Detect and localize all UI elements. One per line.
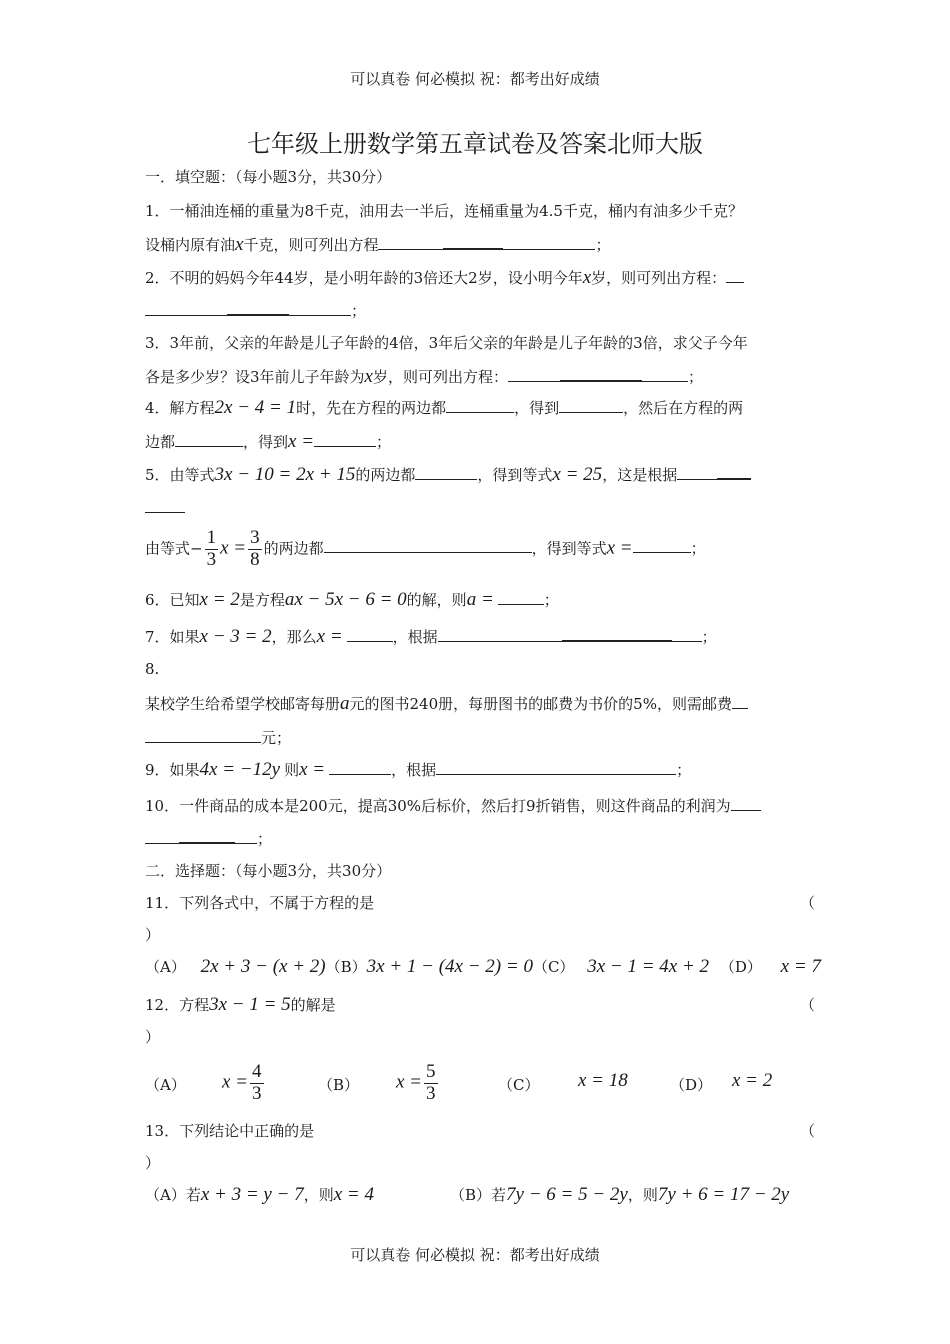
q1-end: ； bbox=[595, 235, 611, 254]
q4-line2-var: x = bbox=[288, 430, 315, 452]
q1-var: x bbox=[235, 233, 244, 255]
page-footer: 可以真卷 何必模拟 祝：都考出好成绩 bbox=[350, 1246, 600, 1264]
q13-option-a-label: （A）若 bbox=[145, 1186, 201, 1204]
q8-var: a bbox=[340, 692, 350, 714]
q12-stem-b: 的解是 bbox=[290, 996, 336, 1014]
q12-stem bbox=[145, 994, 336, 1016]
q6-end: ； bbox=[543, 590, 559, 609]
q5-blank-3a[interactable] bbox=[324, 537, 374, 554]
q5-blank-2b[interactable] bbox=[717, 462, 751, 480]
q13-option-b[interactable] bbox=[450, 1184, 789, 1206]
q2-text-b: 岁，则可列出方程： bbox=[591, 268, 727, 287]
q6-text-b: 是方程 bbox=[239, 590, 285, 609]
q5-line1 bbox=[145, 462, 751, 486]
q12-option-a[interactable] bbox=[222, 1062, 266, 1105]
q7-line bbox=[145, 624, 717, 648]
q7-text-c: ，根据 bbox=[392, 627, 438, 646]
q8-blank-start[interactable] bbox=[732, 692, 748, 709]
q5-text-d: ，这是根据 bbox=[602, 465, 678, 484]
q5-fraction-1: $\frac{1}{3}$ bbox=[206, 527, 217, 570]
page-title: 七年级上册数学第五章试卷及答案北师大版 bbox=[247, 130, 703, 158]
q5-text-c: ，得到等式 bbox=[477, 465, 553, 484]
q5-equation-2: x = 25 bbox=[552, 463, 603, 485]
q1-text-b: 千克，则可列出方程 bbox=[243, 235, 379, 254]
q4-line1 bbox=[145, 396, 743, 419]
q3-line2 bbox=[145, 364, 703, 388]
q2-line2 bbox=[145, 298, 366, 321]
q11-option-b-label[interactable]: （B） bbox=[325, 958, 367, 976]
q10-blank-a[interactable] bbox=[145, 827, 179, 844]
q12-stem-a: 12．方程 bbox=[145, 996, 210, 1014]
q13-paren-open: （ bbox=[800, 1122, 816, 1140]
q7-end: ； bbox=[701, 627, 717, 646]
q13-option-b-eq1: 7y − 6 = 5 − 2y bbox=[506, 1184, 628, 1205]
q5-blank-2a[interactable] bbox=[677, 463, 717, 480]
q3-answer-blank-b[interactable] bbox=[560, 364, 642, 382]
q4-line2 bbox=[145, 430, 391, 453]
q9-text-b: 则 bbox=[284, 760, 300, 779]
q5-blank-3b[interactable] bbox=[374, 537, 532, 554]
q6-equation-2: ax − 5x − 6 = 0 bbox=[284, 588, 407, 610]
q8-line2 bbox=[145, 726, 291, 748]
q5-end: ； bbox=[690, 539, 706, 558]
q10-end: ； bbox=[257, 829, 273, 848]
q2-answer-blank-c[interactable] bbox=[289, 299, 351, 316]
q10-blank-c[interactable] bbox=[235, 827, 257, 844]
q10-line1 bbox=[145, 794, 761, 816]
q5-blank-4[interactable] bbox=[633, 537, 691, 554]
q5-line3-var: x = bbox=[606, 537, 633, 559]
q13-paren-close: ） bbox=[145, 1154, 161, 1172]
q11-stem: 11．下列各式中，不属于方程的是 bbox=[145, 894, 375, 912]
q1-answer-blank-a[interactable] bbox=[378, 233, 443, 250]
q11-paren-close: ） bbox=[145, 926, 161, 944]
q2-answer-blank-b[interactable] bbox=[227, 298, 289, 316]
q8-line2-text: 元； bbox=[261, 728, 292, 747]
q4-blank-2[interactable] bbox=[559, 396, 623, 413]
q13-option-a-eq2: x = 4 bbox=[333, 1184, 374, 1205]
q12-option-d-label[interactable]: （D） bbox=[670, 1076, 713, 1094]
q12-option-a-fraction: $\frac{4}{3}$ bbox=[252, 1061, 262, 1104]
q5-line3 bbox=[145, 528, 706, 571]
q7-blank-2c[interactable] bbox=[672, 625, 702, 642]
q6-text-a: 6．已知 bbox=[145, 590, 200, 609]
q5-line3-a: 由等式− bbox=[145, 539, 203, 558]
q13-option-b-mid: ，则 bbox=[627, 1186, 658, 1204]
q11-option-d-label[interactable]: （D） bbox=[719, 958, 762, 976]
q9-line bbox=[145, 758, 691, 781]
q4-line2-b: ，得到 bbox=[243, 432, 289, 451]
q9-end: ； bbox=[676, 760, 692, 779]
q6-blank[interactable] bbox=[498, 588, 544, 605]
q8-text-b: 元的图书240册，每册图书的邮费为书价的5%，则需邮费 bbox=[349, 694, 732, 713]
q7-blank-2a[interactable] bbox=[438, 625, 562, 642]
q4-end: ； bbox=[376, 432, 392, 451]
q4-line2-a: 边都 bbox=[145, 432, 176, 451]
q6-text-c: 的解，则 bbox=[406, 590, 467, 609]
q13-option-b-eq2: 7y + 6 = 17 − 2y bbox=[657, 1184, 790, 1205]
q8-line1 bbox=[145, 692, 748, 715]
q7-blank-2b[interactable] bbox=[562, 624, 672, 642]
q7-text-b: ，那么 bbox=[271, 627, 317, 646]
q12-option-d[interactable]: x = 2 bbox=[732, 1070, 773, 1091]
q3-var: x bbox=[364, 365, 373, 387]
q3-answer-blank-a[interactable] bbox=[508, 365, 560, 382]
q1-line2 bbox=[145, 232, 610, 256]
q5-line3-mid: x = bbox=[220, 537, 247, 559]
q4-text-b: 时，先在方程的两边都 bbox=[296, 398, 447, 417]
q11-option-b[interactable]: 3x + 1 − (4x − 2) = 0 bbox=[366, 956, 533, 977]
q2-line1 bbox=[145, 266, 744, 289]
q5-equation: 3x − 10 = 2x + 15 bbox=[214, 463, 356, 485]
q12-paren-close: ） bbox=[145, 1028, 161, 1046]
q9-equation: 4x = −12y bbox=[199, 758, 281, 780]
q13-stem: 13．下列结论中正确的是 bbox=[145, 1122, 315, 1140]
q12-option-c[interactable]: x = 18 bbox=[578, 1070, 628, 1091]
q1-answer-blank-c[interactable] bbox=[503, 233, 595, 250]
q13-option-a-mid: ，则 bbox=[303, 1186, 334, 1204]
q4-text-d: ，然后在方程的两 bbox=[623, 398, 744, 417]
q4-text-a: 4．解方程 bbox=[145, 398, 215, 417]
q9-blank-2[interactable] bbox=[436, 758, 676, 775]
q12-option-a-lhs: x = bbox=[222, 1071, 249, 1093]
q6-line bbox=[145, 588, 559, 611]
q3-text-a: 各是多少岁？设3年前儿子年龄为 bbox=[145, 367, 365, 386]
q8-text-a: 某校学生给希望学校邮寄每册 bbox=[145, 694, 341, 713]
q5-blank-2c[interactable] bbox=[145, 496, 185, 513]
q10-text: 10．一件商品的成本是200元，提高30%后标价，然后打9折销售，则这件商品的利润为 bbox=[145, 796, 731, 815]
q10-line2 bbox=[145, 826, 272, 849]
q12-option-c-label[interactable]: （C） bbox=[498, 1076, 540, 1094]
section1-heading: 一．填空题：（每小题3分，共30分） bbox=[145, 168, 392, 186]
q5-line2 bbox=[145, 496, 185, 517]
q12-option-b-lhs: x = bbox=[396, 1071, 423, 1093]
q13-option-b-label: （B）若 bbox=[450, 1186, 507, 1204]
q1-answer-blank-b[interactable] bbox=[443, 232, 503, 250]
q11-option-c-label[interactable]: （C） bbox=[532, 958, 575, 976]
section2-heading: 二．选择题：（每小题3分，共30分） bbox=[145, 862, 392, 880]
q7-equation-2: x = bbox=[316, 625, 343, 647]
q1-line1: 1．一桶油连桶的重量为8千克，油用去一半后，连桶重量为4.5千克，桶内有油多少千克？ bbox=[145, 202, 743, 220]
q11-option-a-label[interactable]: （A） bbox=[145, 958, 186, 976]
q4-blank-1[interactable] bbox=[446, 396, 514, 413]
q2-var: x bbox=[582, 266, 592, 288]
q4-blank-3[interactable] bbox=[175, 430, 243, 447]
q8-number: 8. bbox=[145, 660, 160, 678]
q5-blank-1[interactable] bbox=[415, 463, 477, 480]
q2-text-a: 2．不明的妈妈今年44岁，是小明年龄的3倍还大2岁，设小明今年 bbox=[145, 268, 583, 287]
q3-line1: 3．3年前，父亲的年龄是儿子年龄的4倍，3年后父亲的年龄是儿子年龄的3倍，求父子今年 bbox=[145, 334, 748, 352]
q3-text-b: 岁，则可列出方程： bbox=[372, 367, 508, 386]
q11-option-c[interactable]: 3x − 1 = 4x + 2 bbox=[587, 956, 710, 977]
q13-option-a[interactable] bbox=[145, 1184, 374, 1206]
q4-blank-4[interactable] bbox=[314, 430, 376, 447]
q10-blank-b[interactable] bbox=[179, 826, 235, 844]
q5-line3-c: ，得到等式 bbox=[531, 539, 607, 558]
q4-equation: 2x − 4 = 1 bbox=[214, 396, 297, 418]
q11-option-d[interactable]: x = 7 bbox=[780, 956, 821, 977]
q11-paren-open: （ bbox=[800, 894, 816, 912]
q10-blank-start[interactable] bbox=[731, 794, 761, 811]
q2-answer-blank-start[interactable] bbox=[726, 266, 744, 283]
q3-end: ； bbox=[688, 367, 704, 386]
q11-options bbox=[145, 956, 821, 978]
q7-blank-1[interactable] bbox=[347, 625, 393, 642]
q4-text-c: ，得到 bbox=[514, 398, 560, 417]
q9-equation-2: x = bbox=[299, 758, 326, 780]
q12-paren-open: （ bbox=[800, 996, 816, 1014]
q5-text-a: 5．由等式 bbox=[145, 465, 215, 484]
q7-text-a: 7．如果 bbox=[145, 627, 200, 646]
q1-text-a: 设桶内原有油 bbox=[145, 235, 236, 254]
q12-option-b-fraction: $\frac{5}{3}$ bbox=[426, 1061, 436, 1104]
q7-equation: x − 3 = 2 bbox=[199, 625, 272, 647]
q9-text-c: ，根据 bbox=[391, 760, 437, 779]
q12-equation: 3x − 1 = 5 bbox=[209, 994, 291, 1015]
q11-option-a[interactable]: 2x + 3 − (x + 2) bbox=[200, 956, 326, 977]
q6-equation-3: a = bbox=[466, 588, 494, 610]
page-header: 可以真卷 何必模拟 祝：都考出好成绩 bbox=[350, 70, 600, 88]
q9-blank-1[interactable] bbox=[329, 758, 391, 775]
q12-option-b-label[interactable]: （B） bbox=[318, 1076, 360, 1094]
q13-option-a-eq1: x + 3 = y − 7 bbox=[200, 1184, 304, 1205]
q12-option-b[interactable] bbox=[396, 1062, 440, 1105]
q12-option-a-label[interactable]: （A） bbox=[145, 1076, 186, 1094]
q8-blank[interactable] bbox=[145, 726, 261, 743]
q5-fraction-2: $\frac{3}{8}$ bbox=[250, 527, 260, 570]
q6-equation: x = 2 bbox=[199, 588, 240, 610]
q5-text-b: 的两边都 bbox=[355, 465, 416, 484]
q3-answer-blank-c[interactable] bbox=[642, 365, 688, 382]
q2-end: ； bbox=[351, 301, 367, 320]
q9-text-a: 9．如果 bbox=[145, 760, 200, 779]
q5-line3-b: 的两边都 bbox=[263, 539, 324, 558]
q2-answer-blank-a[interactable] bbox=[145, 299, 227, 316]
